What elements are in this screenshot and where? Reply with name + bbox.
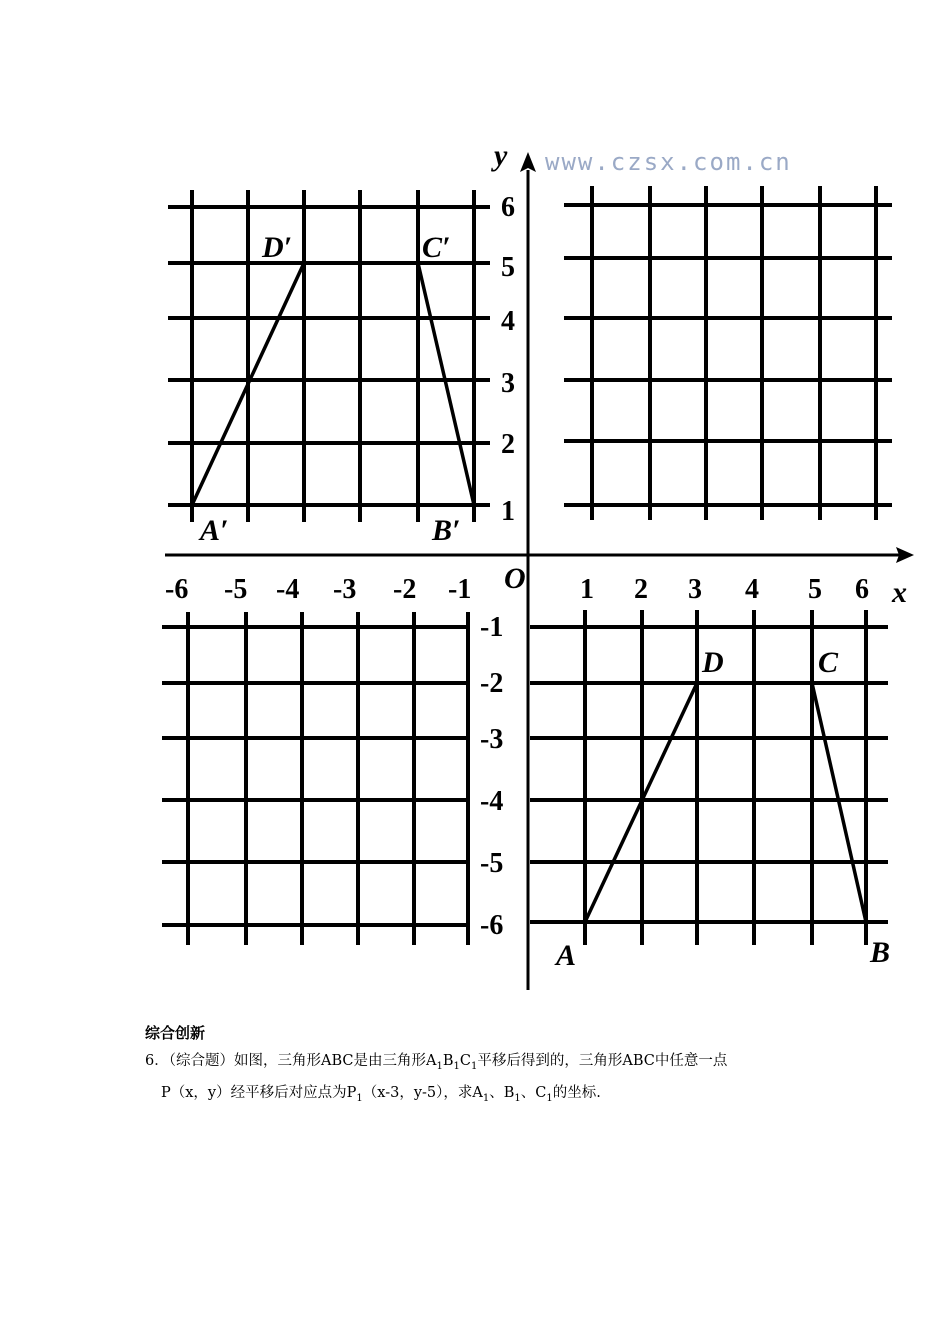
point-label-d: D (702, 646, 724, 679)
x-tick-label: -1 (448, 574, 472, 605)
y-axis-arrow-icon (520, 152, 536, 172)
point-label-b: B (870, 936, 891, 969)
y-tick-label: -2 (480, 668, 504, 699)
x-tick-label: -6 (165, 574, 189, 605)
y-tick-label: -3 (480, 724, 504, 755)
point-label-d-prime: D′ (262, 231, 293, 264)
y-tick-label: 3 (501, 368, 515, 399)
section-heading: 综合创新 (145, 1024, 206, 1042)
x-tick-label: -4 (276, 574, 300, 605)
triangle-side-segment (418, 263, 474, 505)
watermark: www.czsx.com.cn (545, 148, 792, 176)
origin-label: O (504, 562, 526, 595)
y-tick-label: -6 (480, 910, 504, 941)
x-tick-label: 3 (688, 574, 702, 605)
point-label-a: A (556, 939, 577, 972)
x-tick-label: 1 (580, 574, 594, 605)
problem-text (145, 1048, 845, 1112)
y-axis-label: y (494, 139, 508, 172)
y-tick-label: -1 (480, 612, 504, 643)
x-axis-label: x (892, 576, 907, 609)
y-tick-label: 1 (501, 496, 515, 527)
y-tick-label: -4 (480, 786, 504, 817)
point-label-c: C (818, 646, 839, 679)
y-tick-label: 2 (501, 429, 515, 460)
point-label-b-prime: B′ (432, 514, 461, 547)
x-tick-label: -2 (393, 574, 417, 605)
x-tick-label: 2 (634, 574, 648, 605)
point-label-a-prime: A′ (200, 514, 229, 547)
problem-line-1: 6．（综合题）如图，三角形ABC是由三角形$A_1B_1C_1$平移后得到的，三角形ABC中任意一点 (145, 1053, 728, 1072)
problem-line-2: P（x，y）经平移后对应点为$P_1(x-3$，y-5），求$A_1$、$B_1$、$C_1$的坐标. (161, 1084, 601, 1104)
y-tick-label: -5 (480, 848, 504, 879)
y-tick-label: 5 (501, 252, 515, 283)
x-tick-label: 5 (808, 574, 822, 605)
y-tick-label: 6 (501, 192, 515, 223)
point-label-c-prime: C′ (422, 231, 451, 264)
y-tick-label: 4 (501, 306, 515, 337)
x-tick-label: 4 (745, 574, 759, 605)
x-tick-label: -3 (333, 574, 357, 605)
triangle-side-segment (812, 683, 866, 922)
x-tick-label: 6 (855, 574, 869, 605)
grid-quadrant-1 (564, 186, 892, 520)
x-tick-label: -5 (224, 574, 248, 605)
grid-quadrant-3 (162, 612, 470, 945)
